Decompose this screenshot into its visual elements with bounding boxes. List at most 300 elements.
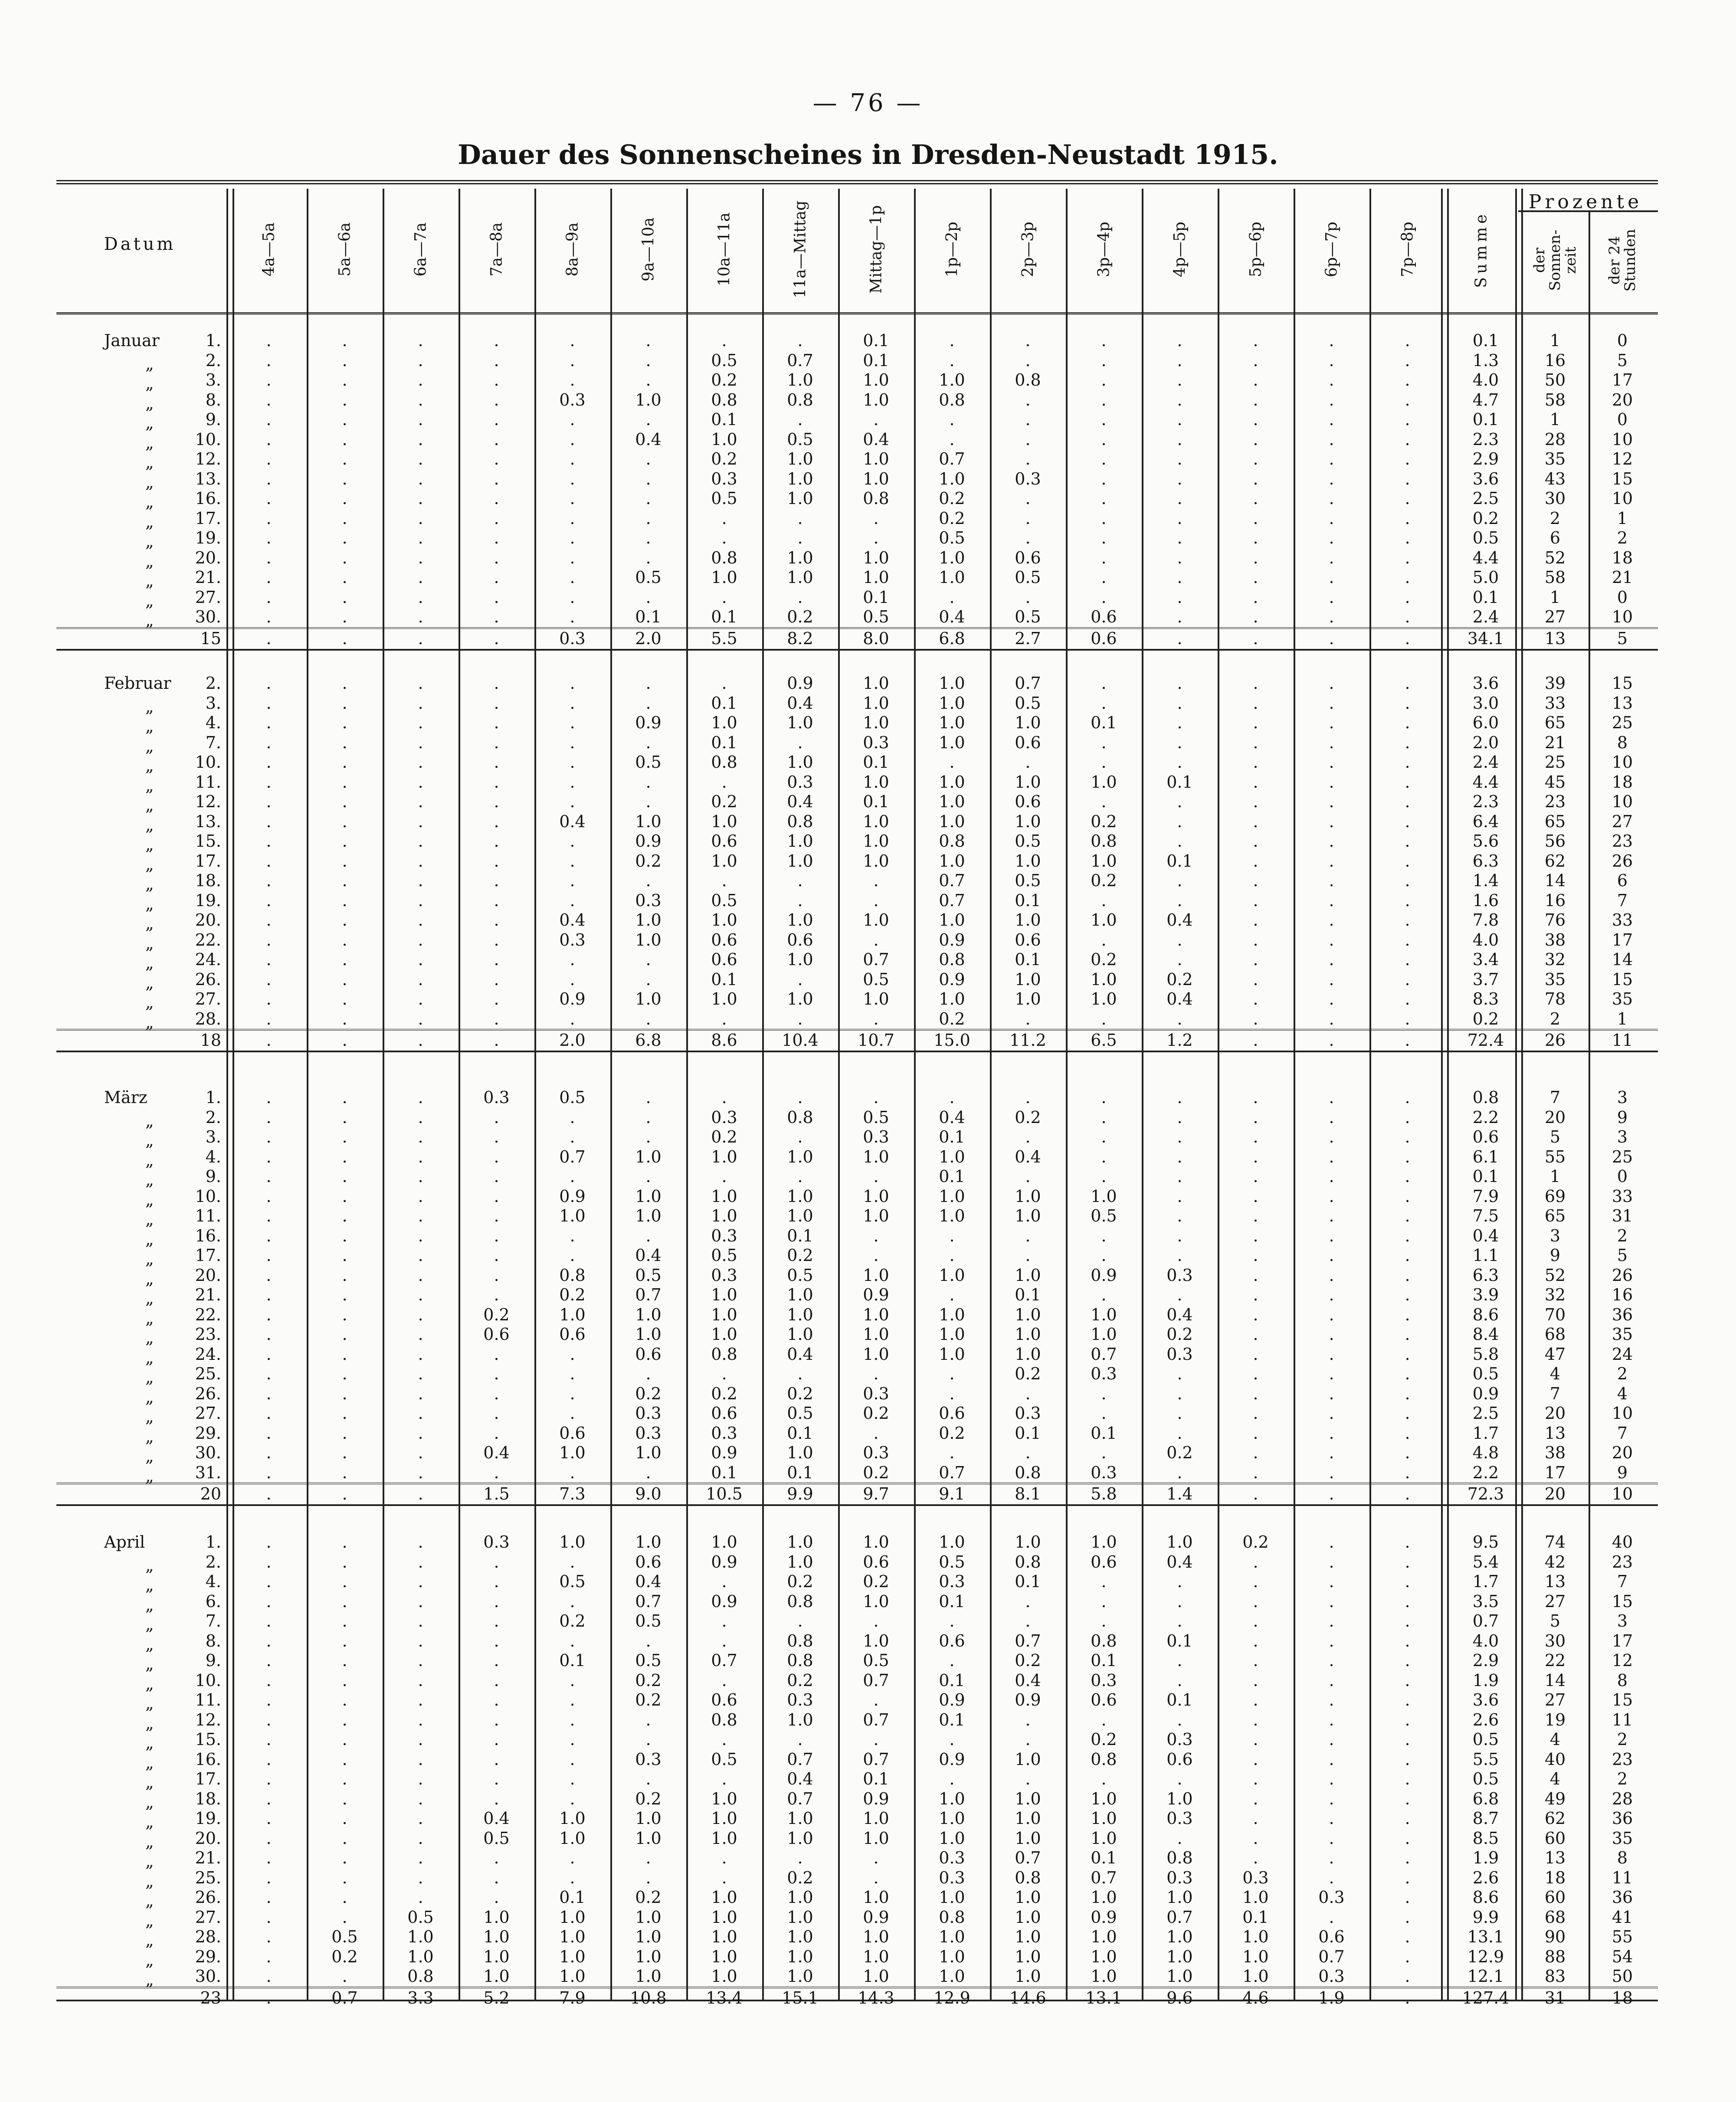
header-hour-cell (459, 191, 534, 308)
hour-value: . (494, 410, 499, 429)
pct-24h: 10 (1612, 792, 1633, 811)
pct-sonnenzeit: 1 (1549, 331, 1561, 350)
hour-value: 1.0 (863, 1947, 889, 1966)
hour-value: . (570, 1789, 575, 1808)
header-hour-cell (686, 191, 762, 308)
hour-value: . (1253, 528, 1258, 547)
hour-value: 0.5 (711, 1246, 737, 1265)
header-hour: 4a—5a (260, 222, 278, 277)
day-label: 31. (195, 1463, 221, 1482)
hour-value: . (1101, 390, 1107, 409)
total-pct-sonnenzeit: 26 (1544, 1031, 1566, 1050)
hour-value: 1.0 (787, 1186, 813, 1206)
hour-value: . (1405, 1246, 1410, 1265)
header-hour-cell (231, 191, 307, 308)
hour-value: . (418, 1285, 423, 1304)
hour-value: 1.0 (939, 1344, 965, 1364)
hour-value: . (266, 753, 272, 772)
total-hour-value: . (342, 1484, 347, 1503)
hour-value: 1.0 (711, 1532, 737, 1552)
hour-value: . (266, 772, 272, 792)
hour-value: 1.0 (1015, 1809, 1041, 1828)
summe-value: 12.1 (1467, 1967, 1504, 1986)
hour-value: . (1253, 1088, 1258, 1107)
hour-value: 0.8 (863, 489, 889, 508)
hour-value: . (342, 568, 347, 587)
hour-value: . (1101, 1147, 1107, 1166)
summe-value: 5.6 (1472, 832, 1499, 851)
pct-24h: 4 (1617, 1384, 1628, 1403)
hour-value: . (1253, 1749, 1258, 1769)
hour-value: 0.5 (787, 1265, 813, 1285)
hour-value: . (418, 969, 423, 989)
ditto-mark: „ (145, 855, 154, 874)
summe-value: 2.9 (1472, 1651, 1499, 1670)
hour-value: 1.0 (635, 1828, 662, 1848)
total-summe: 127.4 (1462, 1988, 1510, 2007)
hour-value: . (1177, 587, 1182, 607)
hour-value: 0.3 (863, 1127, 889, 1146)
hour-value: 0.3 (1091, 1670, 1117, 1690)
hour-value: . (797, 1611, 803, 1631)
hour-value: 1.0 (635, 1305, 662, 1324)
hour-value: . (1253, 713, 1258, 732)
pct-24h: 26 (1612, 851, 1633, 871)
hour-value: . (949, 1443, 955, 1462)
day-label: 26. (195, 1384, 221, 1403)
hour-value: . (1329, 508, 1334, 528)
header-hour: 3p—4p (1095, 222, 1113, 277)
hour-value: 0.7 (1091, 1868, 1117, 1887)
hour-value: . (1025, 508, 1031, 528)
hour-value: . (342, 1907, 347, 1927)
hour-value: . (494, 1848, 499, 1867)
hour-value: . (1329, 607, 1334, 626)
hour-value: . (1405, 1009, 1410, 1028)
hour-value: . (1101, 1384, 1107, 1403)
pct-sonnenzeit: 13 (1544, 1423, 1566, 1443)
hour-value: . (873, 1848, 879, 1867)
pct-24h: 2 (1617, 1769, 1628, 1788)
total-hour-value: 8.6 (711, 1031, 737, 1050)
total-hour-value: 8.2 (787, 629, 813, 648)
summe-value: 8.6 (1472, 1305, 1499, 1324)
hour-value: . (570, 1690, 575, 1709)
pct-24h: 35 (1612, 1325, 1633, 1344)
hour-value: . (1253, 1591, 1258, 1611)
pct-24h: 36 (1612, 1809, 1633, 1828)
hour-value: . (645, 693, 651, 713)
hour-value: 0.8 (559, 1265, 586, 1285)
hour-value: . (1025, 587, 1031, 607)
hour-value: . (1177, 1364, 1182, 1383)
header-der-sonnenzeit-cell (1523, 213, 1588, 308)
hour-value: . (266, 1907, 272, 1927)
hour-value: . (418, 1888, 423, 1907)
hour-value: . (266, 1690, 272, 1709)
pct-24h: 2 (1617, 528, 1628, 547)
hour-value: . (342, 469, 347, 488)
hour-value: . (1177, 1226, 1182, 1245)
summe-value: 0.5 (1472, 1364, 1499, 1383)
hour-value: . (494, 851, 499, 871)
day-label: 26. (195, 969, 221, 989)
hour-value: . (494, 1246, 499, 1265)
hour-value: 1.0 (787, 1907, 813, 1927)
total-hour-value: 3.3 (407, 1988, 434, 2007)
hour-value: . (494, 1404, 499, 1423)
hour-value: . (418, 950, 423, 969)
hour-value: . (418, 851, 423, 871)
hour-value: . (342, 1009, 347, 1028)
hour-value: . (1177, 812, 1182, 831)
hour-value: . (797, 891, 803, 910)
hour-value: . (570, 1344, 575, 1364)
ditto-mark: „ (145, 532, 154, 551)
ditto-mark: „ (145, 1575, 154, 1595)
hour-value: . (1177, 469, 1182, 488)
hour-value: . (1025, 1611, 1031, 1631)
pct-24h: 40 (1612, 1532, 1633, 1552)
hour-value: . (645, 969, 651, 989)
hour-value: 0.3 (939, 1868, 965, 1887)
hour-value: 1.0 (863, 713, 889, 732)
day-label: 4. (205, 713, 221, 732)
hour-value: . (1253, 1265, 1258, 1285)
hour-value: . (1329, 1532, 1334, 1552)
hour-value: 1.0 (939, 1305, 965, 1324)
pct-24h: 10 (1612, 489, 1633, 508)
pct-sonnenzeit: 27 (1544, 1591, 1566, 1611)
hour-value: 1.0 (1091, 1325, 1117, 1344)
hour-value: 0.8 (711, 1344, 737, 1364)
hour-value: 0.9 (787, 674, 813, 693)
hour-value: 1.0 (787, 548, 813, 567)
pct-sonnenzeit: 42 (1544, 1552, 1566, 1572)
hour-value: 0.5 (711, 1749, 737, 1769)
hour-value: . (1101, 1107, 1107, 1127)
total-hour-value: 6.5 (1091, 1031, 1117, 1050)
hour-value: 0.1 (787, 1226, 813, 1245)
hour-value: . (266, 587, 272, 607)
hour-value: 1.0 (863, 1967, 889, 1986)
hour-value: 0.7 (711, 1651, 737, 1670)
hour-value: . (342, 1443, 347, 1462)
hour-value: 0.7 (939, 891, 965, 910)
hour-value: . (418, 910, 423, 930)
total-hour-value: 5.2 (483, 1988, 510, 2007)
hour-value: . (494, 989, 499, 1008)
hour-value: . (1329, 930, 1334, 950)
hour-value: 0.2 (939, 1423, 965, 1443)
hour-value: . (266, 930, 272, 950)
hour-value: . (1253, 1631, 1258, 1650)
hour-value: . (1253, 1384, 1258, 1403)
hour-value: 1.0 (483, 1967, 510, 1986)
hour-value: . (1101, 1167, 1107, 1186)
hour-value: . (494, 1591, 499, 1611)
hour-value: 1.0 (1166, 1789, 1193, 1808)
hour-value: 0.2 (1166, 969, 1193, 989)
rule-hour (534, 189, 536, 2000)
hour-value: . (418, 1809, 423, 1828)
hour-value: . (1101, 1591, 1107, 1611)
hour-value: . (1025, 331, 1031, 350)
hour-value: . (1405, 1532, 1410, 1552)
header-hour-cell (534, 191, 610, 308)
hour-value: . (1253, 1107, 1258, 1127)
hour-value: . (1177, 1591, 1182, 1611)
hour-value: 1.0 (939, 1809, 965, 1828)
hour-value: . (418, 1631, 423, 1650)
hour-value: . (342, 1186, 347, 1206)
ditto-mark: „ (145, 1832, 154, 1851)
hour-value: . (1177, 1463, 1182, 1482)
hour-value: 0.3 (787, 1690, 813, 1709)
hour-value: 1.0 (863, 851, 889, 871)
day-label: 9. (205, 410, 221, 429)
hour-value: 0.7 (863, 1670, 889, 1690)
hour-value: . (418, 1690, 423, 1709)
hour-value: . (645, 772, 651, 792)
hour-value: . (1177, 1147, 1182, 1166)
ditto-mark: „ (145, 512, 154, 531)
hour-value: 0.8 (939, 1907, 965, 1927)
ditto-mark: „ (145, 1447, 154, 1466)
rule-summe-left (1441, 189, 1449, 2000)
hour-value: 0.9 (863, 1907, 889, 1927)
hour-value: . (1329, 1730, 1334, 1749)
pct-sonnenzeit: 20 (1544, 1107, 1566, 1127)
hour-value: . (1329, 910, 1334, 930)
hour-value: . (949, 1364, 955, 1383)
hour-value: . (1177, 1828, 1182, 1848)
hour-value: . (266, 1325, 272, 1344)
hour-value: 1.0 (863, 1828, 889, 1848)
hour-value: 0.7 (787, 350, 813, 370)
hour-value: 1.0 (787, 1710, 813, 1729)
hour-value: . (797, 410, 803, 429)
hour-value: . (266, 568, 272, 587)
hour-value: . (1329, 1423, 1334, 1443)
hour-value: 1.0 (787, 489, 813, 508)
header-hour-cell (307, 191, 383, 308)
pct-sonnenzeit: 60 (1544, 1828, 1566, 1848)
hour-value: . (494, 969, 499, 989)
hour-value: 1.0 (1091, 1186, 1117, 1206)
hour-value: . (1253, 390, 1258, 409)
hour-value: 0.5 (711, 350, 737, 370)
summe-value: 0.4 (1472, 1226, 1499, 1245)
hour-value: 1.0 (635, 1147, 662, 1166)
pct-sonnenzeit: 13 (1544, 1572, 1566, 1591)
hour-value: . (645, 410, 651, 429)
hour-value: 0.3 (1166, 1809, 1193, 1828)
ditto-mark: „ (145, 697, 154, 716)
hour-value: 0.1 (1015, 950, 1041, 969)
hour-value: 1.0 (787, 753, 813, 772)
pct-sonnenzeit: 30 (1544, 1631, 1566, 1650)
hour-value: . (570, 1552, 575, 1572)
hour-value: 0.2 (1242, 1532, 1269, 1552)
hour-value: 0.8 (939, 390, 965, 409)
day-label: 27. (195, 1404, 221, 1423)
summe-value: 13.1 (1467, 1927, 1504, 1946)
hour-value: . (1405, 1591, 1410, 1611)
hour-value: . (1405, 607, 1410, 626)
hour-value: 1.0 (863, 1147, 889, 1166)
hour-value: 0.1 (1166, 1690, 1193, 1709)
day-label: 22. (195, 1305, 221, 1324)
hour-value: 1.0 (939, 1206, 965, 1225)
pct-24h: 25 (1612, 713, 1633, 732)
summe-value: 3.4 (1472, 950, 1499, 969)
hour-value: 0.9 (635, 832, 662, 851)
hour-value: . (1405, 1285, 1410, 1304)
pct-sonnenzeit: 30 (1544, 489, 1566, 508)
hour-value: 0.5 (559, 1088, 586, 1107)
hour-value: 1.0 (635, 1206, 662, 1225)
hour-value: . (342, 1710, 347, 1729)
ditto-mark: „ (145, 1407, 154, 1426)
hour-value: . (494, 1265, 499, 1285)
hour-value: 0.8 (1091, 1749, 1117, 1769)
hour-value: . (1101, 489, 1107, 508)
pct-sonnenzeit: 56 (1544, 832, 1566, 851)
hour-value: . (418, 1789, 423, 1808)
ditto-mark: „ (145, 1773, 154, 1792)
hour-value: . (418, 489, 423, 508)
hour-value: . (342, 1749, 347, 1769)
hour-value: . (1253, 1305, 1258, 1324)
hour-value: . (1101, 693, 1107, 713)
hour-value: 1.0 (711, 1789, 737, 1808)
hour-value: . (570, 1631, 575, 1650)
hour-value: . (645, 1088, 651, 1107)
hour-value: . (1329, 1147, 1334, 1166)
hour-value: . (342, 753, 347, 772)
hour-value: . (266, 792, 272, 811)
hour-value: . (1405, 1690, 1410, 1709)
header-hour: 5p—6p (1247, 222, 1264, 277)
hour-value: . (342, 1404, 347, 1423)
ditto-mark: „ (145, 1615, 154, 1634)
total-pct-sonnenzeit: 20 (1544, 1484, 1566, 1503)
hour-value: . (570, 1246, 575, 1265)
hour-value: . (1025, 1710, 1031, 1729)
hour-value: . (342, 1888, 347, 1907)
summe-value: 1.9 (1472, 1670, 1499, 1690)
total-hour-value: . (1405, 1484, 1410, 1503)
summe-value: 8.4 (1472, 1325, 1499, 1344)
hour-value: 1.0 (483, 1927, 510, 1946)
hour-value: . (494, 1127, 499, 1146)
hour-value: . (418, 331, 423, 350)
hour-value: . (1177, 1769, 1182, 1788)
hour-value: . (418, 350, 423, 370)
hour-value: . (1405, 851, 1410, 871)
hour-value: . (645, 528, 651, 547)
ditto-mark: „ (145, 933, 154, 953)
hour-value: . (1405, 489, 1410, 508)
hour-value: 1.0 (787, 1325, 813, 1344)
hour-value: . (342, 429, 347, 449)
summe-value: 1.9 (1472, 1848, 1499, 1867)
hour-value: . (645, 370, 651, 390)
hour-value: . (1405, 1749, 1410, 1769)
day-label: 11. (195, 772, 221, 792)
hour-value: . (1253, 733, 1258, 752)
hour-value: . (1253, 1670, 1258, 1690)
hour-value: 1.0 (1091, 1828, 1117, 1848)
hour-value: . (1177, 548, 1182, 567)
hour-value: . (342, 410, 347, 429)
hour-value: . (1329, 548, 1334, 567)
hour-value: . (645, 1107, 651, 1127)
summe-value: 8.6 (1472, 1888, 1499, 1907)
hour-value: . (494, 753, 499, 772)
hour-value: . (1177, 733, 1182, 752)
header-hour-cell (383, 191, 459, 308)
hour-value: . (494, 1868, 499, 1887)
hour-value: 1.0 (1091, 772, 1117, 792)
hour-value: 0.2 (635, 1384, 662, 1403)
hour-value: 0.8 (711, 753, 737, 772)
hour-value: . (1405, 548, 1410, 567)
hour-value: . (342, 1344, 347, 1364)
hour-value: 0.4 (1166, 1305, 1193, 1324)
hour-value: . (342, 1167, 347, 1186)
hour-value: . (949, 1651, 955, 1670)
hour-value: . (1177, 930, 1182, 950)
hour-value: . (266, 410, 272, 429)
hour-value: . (266, 1868, 272, 1887)
pct-sonnenzeit: 20 (1544, 1404, 1566, 1423)
ditto-mark: „ (145, 1387, 154, 1407)
ditto-mark: „ (145, 1269, 154, 1288)
day-label: 21. (195, 1848, 221, 1867)
pct-sonnenzeit: 55 (1544, 1147, 1566, 1166)
hour-value: 0.4 (1166, 989, 1193, 1008)
hour-value: . (266, 1384, 272, 1403)
hour-value: 1.0 (939, 989, 965, 1008)
hour-value: 1.0 (787, 910, 813, 930)
hour-value: 1.0 (787, 1888, 813, 1907)
hour-value: 0.2 (711, 370, 737, 390)
pct-24h: 10 (1612, 753, 1633, 772)
hour-value: 0.3 (863, 1384, 889, 1403)
pct-24h: 50 (1612, 1967, 1633, 1986)
hour-value: . (1405, 1651, 1410, 1670)
hour-value: . (266, 1848, 272, 1867)
hour-value: . (1253, 489, 1258, 508)
hour-value: 1.0 (1015, 989, 1041, 1008)
hour-value: . (1025, 449, 1031, 468)
section-rule (56, 1504, 1658, 1506)
total-hour-value: 2.0 (635, 629, 662, 648)
day-label: 7. (205, 733, 221, 752)
hour-value: 0.5 (711, 489, 737, 508)
hour-value: 1.0 (635, 1532, 662, 1552)
hour-value: . (645, 1226, 651, 1245)
hour-value: . (645, 792, 651, 811)
hour-value: 1.0 (635, 1809, 662, 1828)
hour-value: . (949, 1226, 955, 1245)
day-label: 2. (205, 1107, 221, 1127)
summe-value: 2.0 (1472, 733, 1499, 752)
hour-value: 0.1 (863, 331, 889, 350)
hour-value: . (418, 733, 423, 752)
